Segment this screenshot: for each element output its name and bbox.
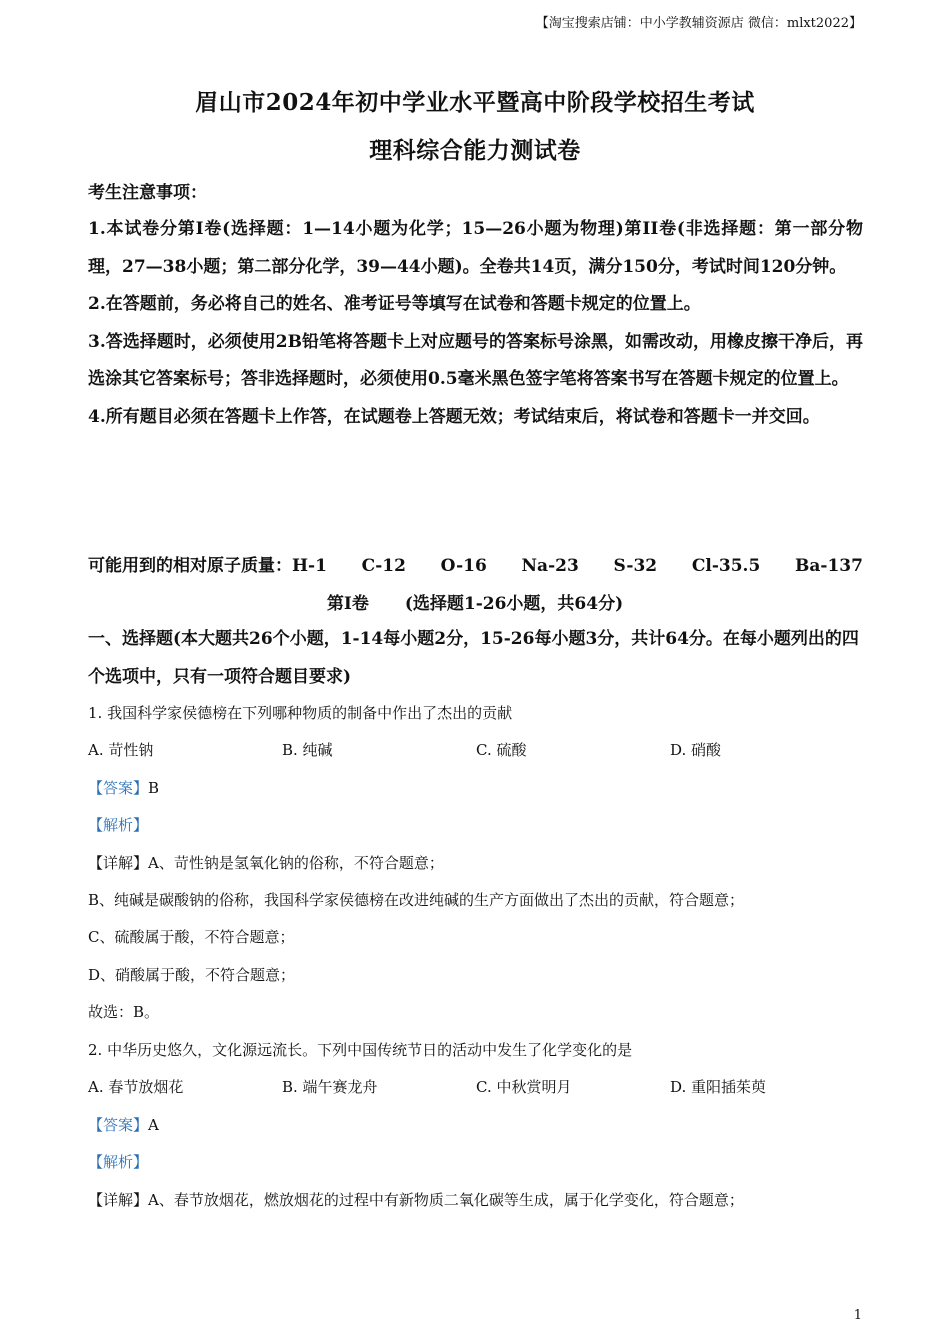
analysis-tag: 【解析】 xyxy=(88,1153,149,1172)
analysis-tag: 【解析】 xyxy=(88,816,149,835)
question-stem: 2. 中华历史悠久，文化源远流长。下列中国传统节日的活动中发生了化学变化的是 xyxy=(88,1041,633,1059)
atomic-mass-item: Ba-137 xyxy=(795,556,863,576)
detail-line: C、硫酸属于酸，不符合题意； xyxy=(88,928,295,947)
option-d: D. 硝酸 xyxy=(670,741,722,760)
atomic-mass-item: Cl-35.5 xyxy=(691,556,761,576)
detail-line: D、硝酸属于酸，不符合题意； xyxy=(88,965,296,984)
atomic-mass-item: Na-23 xyxy=(521,556,579,576)
analysis-line xyxy=(88,1144,868,1181)
analysis-line xyxy=(88,807,868,844)
note-item: 4.所有题目必须在答题卡上作答，在试题卷上答题无效；考试结束后，将试卷和答题卡一并交回。 xyxy=(88,406,820,427)
option-b: B. 端午赛龙舟 xyxy=(282,1078,378,1097)
note-item: 2.在答题前，务必将自己的姓名、准考证号等填写在试卷和答题卡规定的位置上。 xyxy=(88,294,701,314)
detail-text: A、春节放烟花，燃放烟花的过程中有新物质二氧化碳等生成，属于化学变化，符合题意； xyxy=(148,1190,744,1209)
option-c: C. 中秋赏明月 xyxy=(476,1078,572,1097)
notes-list xyxy=(88,211,863,436)
atomic-mass-row xyxy=(88,548,863,584)
detail-line: B、纯碱是碳酸钠的俗称，我国科学家侯德榜在改进纯碱的生产方面做出了杰出的贡献，符合题意； xyxy=(88,891,745,910)
part-description: (选择题1-26小题，共64分) xyxy=(404,594,624,614)
option-a: A. 苛性钠 xyxy=(88,741,154,760)
exam-subtitle: 理科综合能力测试卷 xyxy=(369,137,581,164)
part-heading xyxy=(0,586,950,622)
detail-tag: 【详解】 xyxy=(88,853,149,872)
answer-line xyxy=(88,1107,868,1144)
atomic-mass-item: O-16 xyxy=(440,556,487,576)
page-number: 1 xyxy=(853,1308,862,1323)
answer-value: A xyxy=(148,1115,159,1134)
header-tag: 【淘宝搜索店铺：中小学教辅资源店 微信：mlxt2022】 xyxy=(535,16,862,31)
answer-tag: 【答案】 xyxy=(88,1115,149,1134)
atomic-mass-label: 可能用到的相对原子质量：H-1 xyxy=(88,556,327,576)
conclusion-line: 故选：B。 xyxy=(88,1003,160,1022)
part-label: 第I卷 xyxy=(326,594,369,614)
answer-line xyxy=(88,770,868,807)
option-d: D. 重阳插茱萸 xyxy=(670,1078,767,1097)
exam-title: 眉山市2024年初中学业水平暨高中阶段学校招生考试 xyxy=(195,89,755,116)
option-row xyxy=(88,732,868,769)
detail-line xyxy=(88,1182,868,1219)
atomic-mass-item: C-12 xyxy=(361,556,406,576)
detail-tag: 【详解】 xyxy=(88,1190,149,1209)
detail-line xyxy=(88,845,868,882)
atomic-mass-item: S-32 xyxy=(613,556,658,576)
section-heading: 一、选择题(本大题共26个小题，1-14每小题2分，15-26每小题3分，共计64分。在每小题列出的四个选项中，只有一项符合题目要求) xyxy=(88,629,859,687)
detail-text: A、苛性钠是氢氧化钠的俗称，不符合题意； xyxy=(148,853,444,872)
question-stem: 1. 我国科学家侯德榜在下列哪种物质的制备中作出了杰出的贡献 xyxy=(88,704,513,722)
notes-heading: 考生注意事项： xyxy=(88,183,207,203)
question-1 xyxy=(88,695,868,1032)
option-a: A. 春节放烟花 xyxy=(88,1078,184,1097)
answer-tag: 【答案】 xyxy=(88,778,149,797)
question-2 xyxy=(88,1032,868,1219)
answer-value: B xyxy=(148,778,160,797)
note-item: 3.答选择题时，必须使用2B铅笔将答题卡上对应题号的答案标号涂黑，如需改动，用橡皮擦干净后，再选涂其它答案标号；答非选择题时，必须使用0.5毫米黑色签字笔将答案书写在答题卡规定的位置上。 xyxy=(88,331,863,389)
option-row xyxy=(88,1069,868,1106)
note-item: 1.本试卷分第I卷(选择题：1—14小题为化学；15—26小题为物理)第II卷(非选择题：第一部分物理，27—38小题；第二部分化学，39—44小题)。全卷共14页，满分150分，考试时间120分钟。 xyxy=(88,219,863,277)
option-b: B. 纯碱 xyxy=(282,741,333,760)
option-c: C. 硫酸 xyxy=(476,741,527,760)
